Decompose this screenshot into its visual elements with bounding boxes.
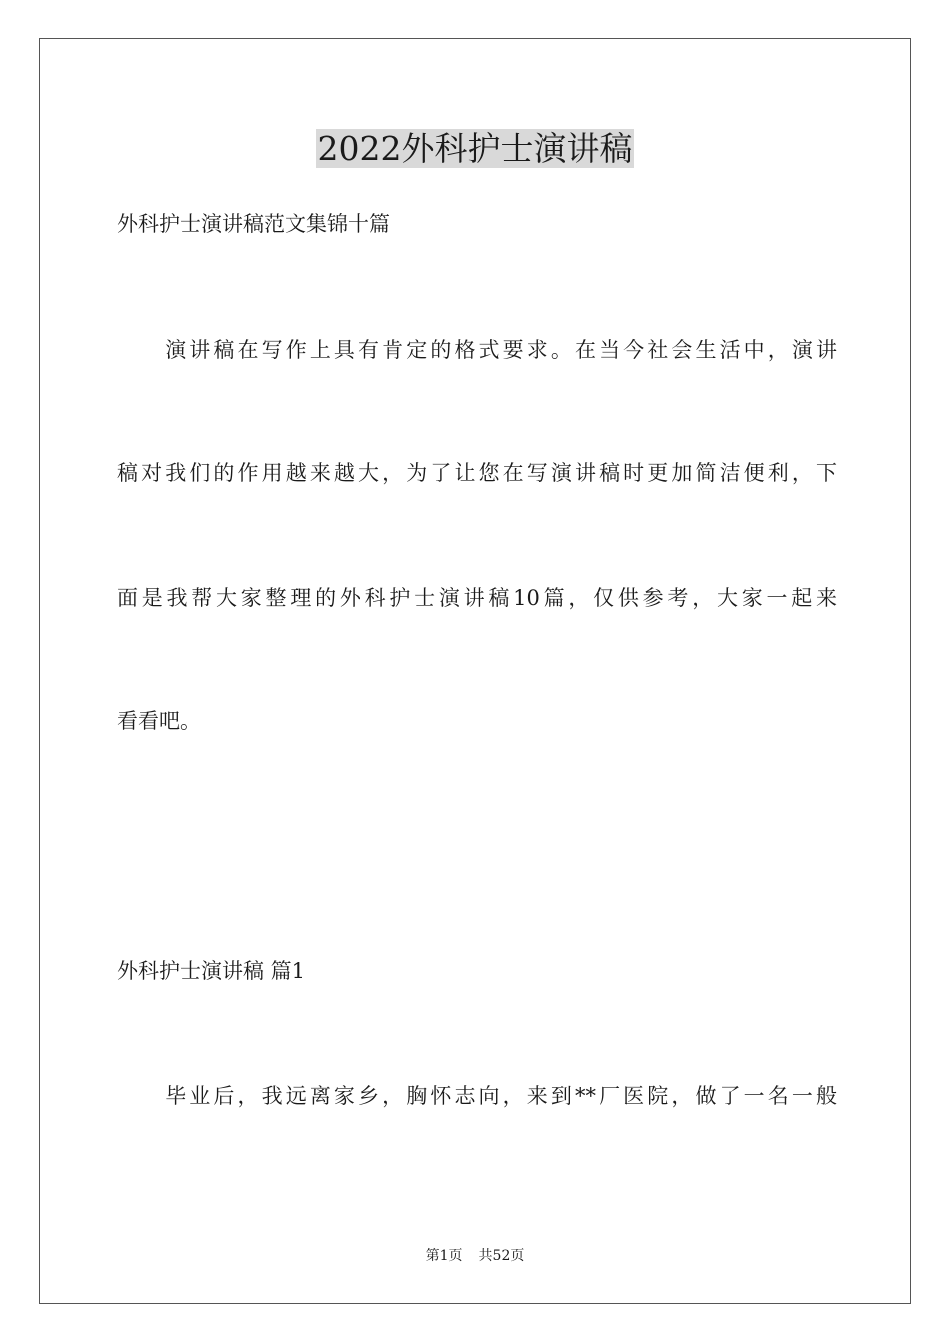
paragraph-line: 稿对我们的作用越来越大，为了让您在写演讲稿时更加简洁便利，下 xyxy=(117,461,837,485)
document-title xyxy=(0,127,950,171)
document-title-text: 2022外科护士演讲稿 xyxy=(317,129,633,168)
paragraph-line: 面是我帮大家整理的外科护士演讲稿10篇，仅供参考，大家一起来 xyxy=(117,586,837,610)
paragraph-line: 看看吧。 xyxy=(117,709,201,733)
section-heading: 外科护士演讲稿 篇1 xyxy=(117,959,306,983)
document-subtitle: 外科护士演讲稿范文集锦十篇 xyxy=(117,212,390,236)
paragraph-line: 毕业后，我远离家乡，胸怀志向，来到**厂医院，做了一名一般 xyxy=(117,1084,837,1108)
page-total: 共52页 xyxy=(478,1248,525,1264)
page-footer xyxy=(0,1247,950,1265)
page-number: 第1页 xyxy=(425,1248,463,1264)
paragraph-line: 演讲稿在写作上具有肯定的格式要求。在当今社会生活中，演讲 xyxy=(117,338,837,362)
